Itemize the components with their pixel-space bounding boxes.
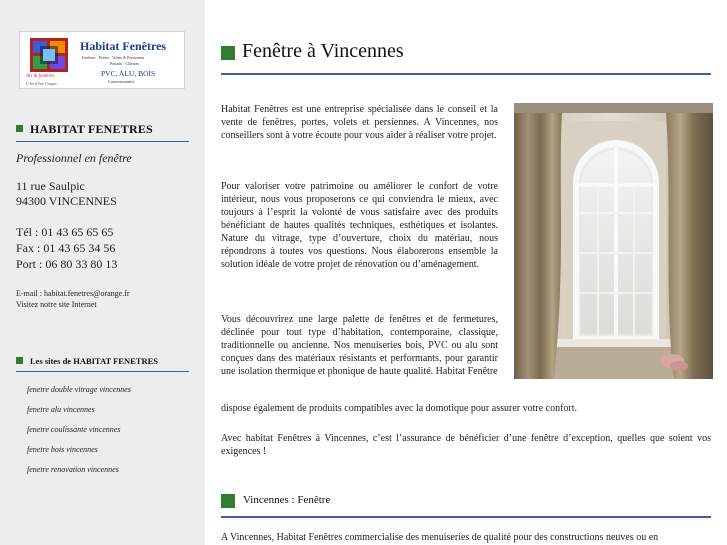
intro-paragraph: Habitat Fenêtres est une entreprise spécialisée dans le conseil et la vente de fenêtres, portes, volets et persiennes. A Vincennes, nos conseillers sont à votre écoute pour vous aider à réaliser votre projet. (221, 104, 498, 141)
email-link[interactable]: E-mail : habitat.fenetres@orange.fr (16, 289, 130, 298)
site-link-coulissante[interactable]: fenetre coulissante vincennes (27, 425, 121, 434)
range-paragraph: Vous découvrirez une large palette de fenêtres et de fermetures, déclinée pour tout type d’habitation, contemporaine, classique, traditionnelle ou ancienne. Nos menuiseries bois, PVC ou alu sont conçues dans des matériaux résistants et performants, pour garantir une isolation thermique et phonique de haute qualité. Habitat Fenêtre (221, 314, 498, 377)
logo-products-line-2: Portails · Clôtures (110, 61, 140, 66)
logo-products-line: Fenêtres · Portes · Volets & Persiennes (82, 55, 145, 60)
assurance-paragraph: Avec habitat Fenêtres à Vincennes, c’est l’assurance de bénéficier d’une fenêtre d’exception, quelles que soient vos exigences ! (221, 433, 711, 457)
company-logo[interactable] (19, 31, 185, 89)
logo-materials: PVC, ALU, BOIS (101, 69, 156, 78)
sidebar-divider (16, 141, 189, 142)
sites-heading-text: Les sites de HABITAT FENETRES (30, 356, 158, 366)
sidebar-tagline: Professionnel en fenêtre (16, 151, 132, 165)
window-photo-illustration (514, 103, 713, 379)
phone-tel: Tél : 01 43 65 65 65 (16, 225, 114, 239)
sidebar-address (16, 179, 117, 209)
sites-divider (16, 371, 189, 372)
section-divider (221, 516, 711, 518)
arched-window-photo (514, 103, 713, 379)
green-square-icon (221, 494, 235, 508)
address-street: 11 rue Saulpic (16, 179, 85, 193)
phone-fax: Fax : 01 43 65 34 56 (16, 241, 116, 255)
value-paragraph: Pour valoriser votre patrimoine ou améliorer le confort de votre intérieur, nous vous proposerons ce qui conviendra le mieux, avec toujours à l’esprit la volonté de vous satisfaire avec des produits bénéficiant de hautes qualités techniques, esthétiques et isolantes. Nature du vitrage, type d’ouverture, choix du matériau, nous répondrons à toutes vos questions. Nous élaborerons ensemble la solution idéale de votre projet de rénovation ou d’aménagement. (221, 181, 498, 270)
logo-slogan: L'Art d'être Unique (26, 81, 57, 86)
sidebar-heading-text: HABITAT FENETRES (30, 122, 153, 136)
site-link-double-vitrage[interactable]: fenetre double vitrage vincennes (27, 385, 131, 394)
section-paragraph: A Vincennes, Habitat Fenêtres commercialise des menuiseries de qualité pour des constructions neuves ou en (221, 532, 659, 543)
green-square-icon (16, 357, 23, 364)
phone-port: Port : 06 80 33 80 13 (16, 257, 118, 271)
sidebar-heading (16, 122, 189, 137)
logo-concessionnaire: Concessionnaire (108, 79, 135, 84)
page-title: Fenêtre à Vincennes (242, 40, 404, 62)
sites-heading (16, 356, 189, 366)
address-city: 94300 VINCENNES (16, 194, 117, 208)
green-square-icon (16, 125, 23, 132)
logo-title: Habitat Fenêtres (80, 39, 167, 53)
green-square-icon (221, 46, 235, 60)
domotique-paragraph: dispose également de produits compatibles avec la domotique pour assurer votre confort. (221, 403, 578, 414)
site-link-bois[interactable]: fenetre bois vincennes (27, 445, 98, 454)
sites-link-list (27, 385, 131, 485)
site-link-alu[interactable]: fenetre alu vincennes (27, 405, 95, 414)
logo-window-icon (30, 38, 68, 72)
sidebar (0, 0, 205, 545)
sidebar-contact (16, 288, 130, 310)
title-divider (221, 73, 711, 75)
sidebar-phones (16, 224, 117, 272)
logo-subtitle: Art & fenêtres (26, 74, 55, 79)
site-link-renovation[interactable]: fenetre renovation vincennes (27, 465, 119, 474)
website-link[interactable]: Visitez notre site Internet (16, 300, 97, 309)
section-title: Vincennes : Fenêtre (243, 494, 331, 506)
